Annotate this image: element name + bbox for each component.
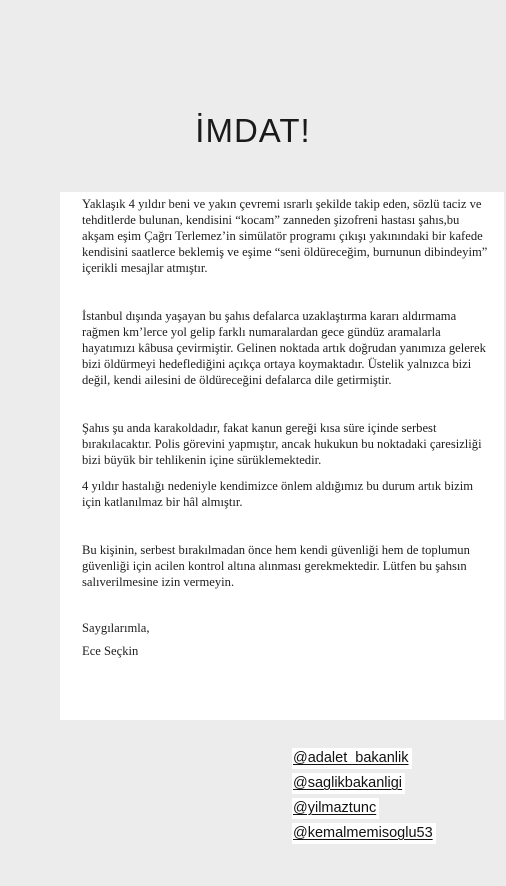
paragraph-2: İstanbul dışında yaşayan bu şahıs defalarca uzaklaştırma kararı aldırmama rağmen km’lerce yol gelip farklı numaralardan gece gündüz aramalarla hayatımızı kâbusa çevirmiştir. Gelinen noktada artık doğrudan yanımıza gelerek bizi öldürmeyi hedeflediğini açıkça ortaya koymaktadır. Üstelik yalnızca bizi değil, kendi ailesini de öldüreceğini defalarca dile getirmiştir. <box>82 309 486 387</box>
page-title: İMDAT! <box>195 112 311 149</box>
letter-body <box>82 196 492 659</box>
paragraph-4: 4 yıldır hastalığı nedeniyle kendimizce önlem aldığımız bu durum artık bizim için katlanılmaz bir hâl almıştır. <box>82 479 474 509</box>
mention-tag-adalet-bakanlik[interactable]: @adalet_bakanlik <box>292 748 412 769</box>
mention-tag-yilmaztunc[interactable]: @yilmaztunc <box>292 798 379 819</box>
paragraph-3: Şahıs şu anda karakoldadır, fakat kanun gereği kısa süre içinde serbest bırakılacaktır. Polis görevini yapmıştır, ancak hukukun bu noktadaki çaresizliği bizi büyük bir tehlikenin içine sürüklemektedir. <box>82 421 482 467</box>
mention-tag-kemalmemisoglu53[interactable]: @kemalmemisoglu53 <box>292 823 436 844</box>
mention-tags <box>292 748 506 848</box>
paragraph-1: Yaklaşık 4 yıldır beni ve yakın çevremi ısrarlı şekilde takip eden, sözlü taciz ve tehditlerde bulunan, kendisini “kocam” zanneden şizofreni hastası şahıs,bu akşam eşim Çağrı Terlemez’in simülatör programı çıkışı yakınındaki bir kafede kendisini saatlerce beklemiş ve eşime “seni öldüreceğim, burnunun dibindeyim” içerikli mesajlar atmıştır. <box>82 197 488 275</box>
closing-line: Saygılarımla, <box>82 621 150 635</box>
paragraph-5: Bu kişinin, serbest bırakılmadan önce hem kendi güvenliği hem de toplumun güvenliği için acilen kontrol altına alınması gerekmektedir. Lütfen bu şahsın salıverilmesine izin vermeyin. <box>82 543 470 589</box>
signature: Ece Seçkin <box>82 644 139 658</box>
mention-tag-saglik-bakanligi[interactable]: @saglikbakanligi <box>292 773 405 794</box>
